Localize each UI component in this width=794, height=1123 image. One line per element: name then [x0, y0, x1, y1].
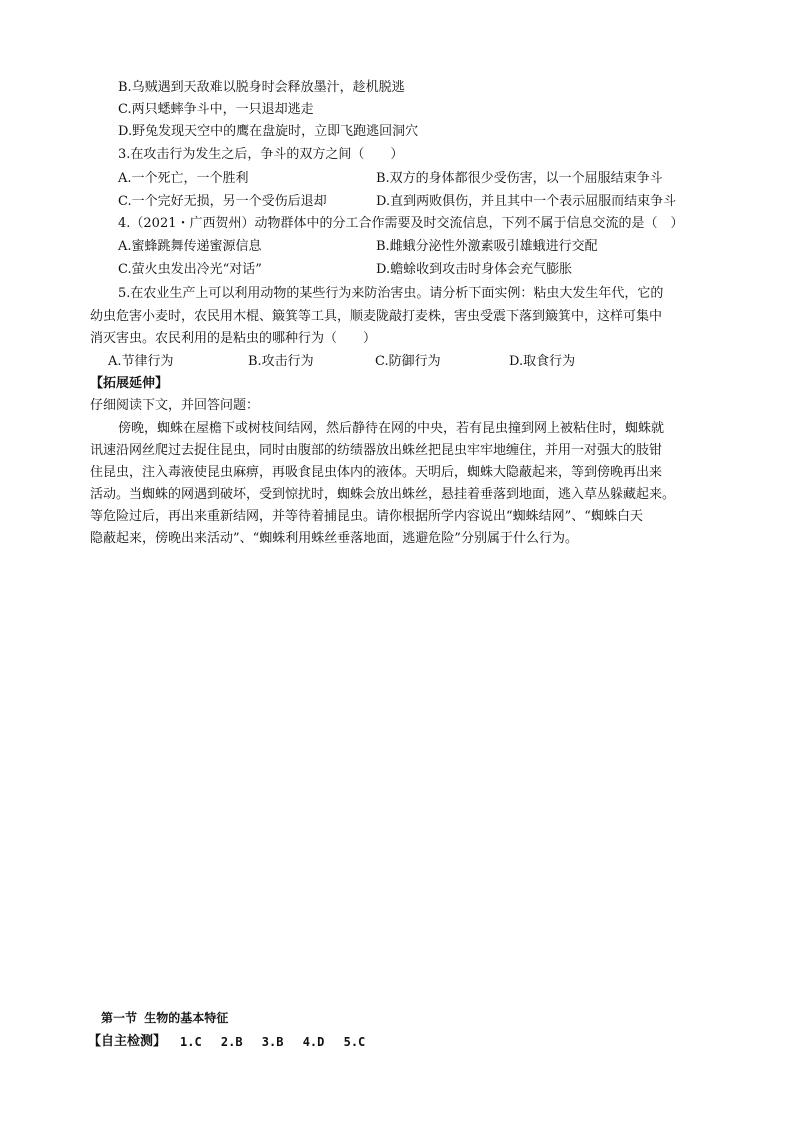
passage-line-2: 讯速沿网丝爬过去捉住昆虫，同时由腹部的纺绩器放出蛛丝把昆虫牢牢地缠住，并用一对强大的肢钳 — [90, 443, 663, 458]
passage-line-5: 等危险过后，再出来重新结网，并等待着捕昆虫。请你根据所学内容说出“蜘蛛结网”、“蜘蛛白天 — [90, 509, 643, 524]
extension-intro: 仔细阅读下文，并回答问题： — [90, 398, 260, 413]
q3-option-b: B.双方的身体都很少受伤害，以一个屈服结束争斗 — [376, 171, 663, 186]
extension-heading: 【拓展延伸】 — [90, 376, 169, 391]
q5-option-a: A.节律行为 — [108, 354, 174, 369]
passage-line-1: 傍晚，蜘蛛在屋檐下或树枝间结网，然后静待在网的中央，若有昆虫撞到网上被粘住时，蜘蛛就 — [118, 421, 665, 436]
passage-line-4: 活动。当蜘蛛的网遇到破坏，受到惊扰时，蜘蛛会放出蛛丝，悬挂着垂落到地面，逃入草丛躲藏起来。 — [90, 487, 676, 502]
q3-stem: 3.在攻击行为发生之后，争斗的双方之间（ ） — [118, 147, 404, 162]
q4-option-b: B.雌蛾分泌性外激素吸引雄蛾进行交配 — [376, 239, 598, 254]
q2-option-b: B.乌贼遇到天敌难以脱身时会释放墨汁，趁机脱逃 — [118, 80, 405, 95]
q3-option-a: A.一个死亡，一个胜利 — [118, 171, 249, 186]
q4-option-d: D.蟾蜍收到攻击时身体会充气膨胀 — [376, 262, 573, 277]
q2-option-c: C.两只蟋蟀争斗中，一只退却逃走 — [118, 102, 314, 117]
q4-option-a: A.蜜蜂跳舞传递蜜源信息 — [118, 239, 262, 254]
q4-stem: 4.（2021・广西贺州）动物群体中的分工合作需要及时交流信息，下列不属于信息交流的是（ ） — [118, 216, 684, 231]
q5-line-3: 消灭害虫。农民利用的是粘虫的哪种行为（ ） — [90, 331, 377, 346]
passage-line-3: 住昆虫，注入毒液使昆虫麻痹，再吸食昆虫体内的液体。天明后，蜘蛛大隐蔽起来，等到傍晚再出来 — [90, 465, 663, 480]
q5-option-b: B.攻击行为 — [248, 354, 314, 369]
q3-option-d: D.直到两败俱伤，并且其中一个表示屈服而结束争斗 — [376, 194, 677, 209]
passage-line-6: 隐蔽起来，傍晚出来活动”、“蜘蛛利用蛛丝垂落地面，逃避危险”分别属于什么行为。 — [90, 531, 578, 546]
q5-line-2: 幼虫危害小麦时，农民用木棍、簸箕等工具，顺麦陇敲打麦株，害虫受震下落到簸箕中，这样可集中 — [90, 309, 663, 324]
answers-values: 1.C 2.B 3.B 4.D 5.C — [180, 1035, 366, 1049]
answers-label: 【自主检测】 — [88, 1034, 167, 1049]
q5-option-d: D.取食行为 — [509, 354, 576, 369]
answers-section-title: 第一节 生物的基本特征 — [101, 1011, 229, 1025]
q4-option-c: C.萤火虫发出冷光“对话” — [118, 262, 262, 277]
q5-option-c: C.防御行为 — [375, 354, 441, 369]
q5-line-1: 5.在农业生产上可以利用动物的某些行为来防治害虫。请分析下面实例：粘虫大发生年代，它的 — [118, 286, 664, 301]
q3-option-c: C.一个完好无损，另一个受伤后退却 — [118, 194, 327, 209]
q2-option-d: D.野兔发现天空中的鹰在盘旋时，立即飞跑逃回洞穴 — [118, 124, 419, 139]
